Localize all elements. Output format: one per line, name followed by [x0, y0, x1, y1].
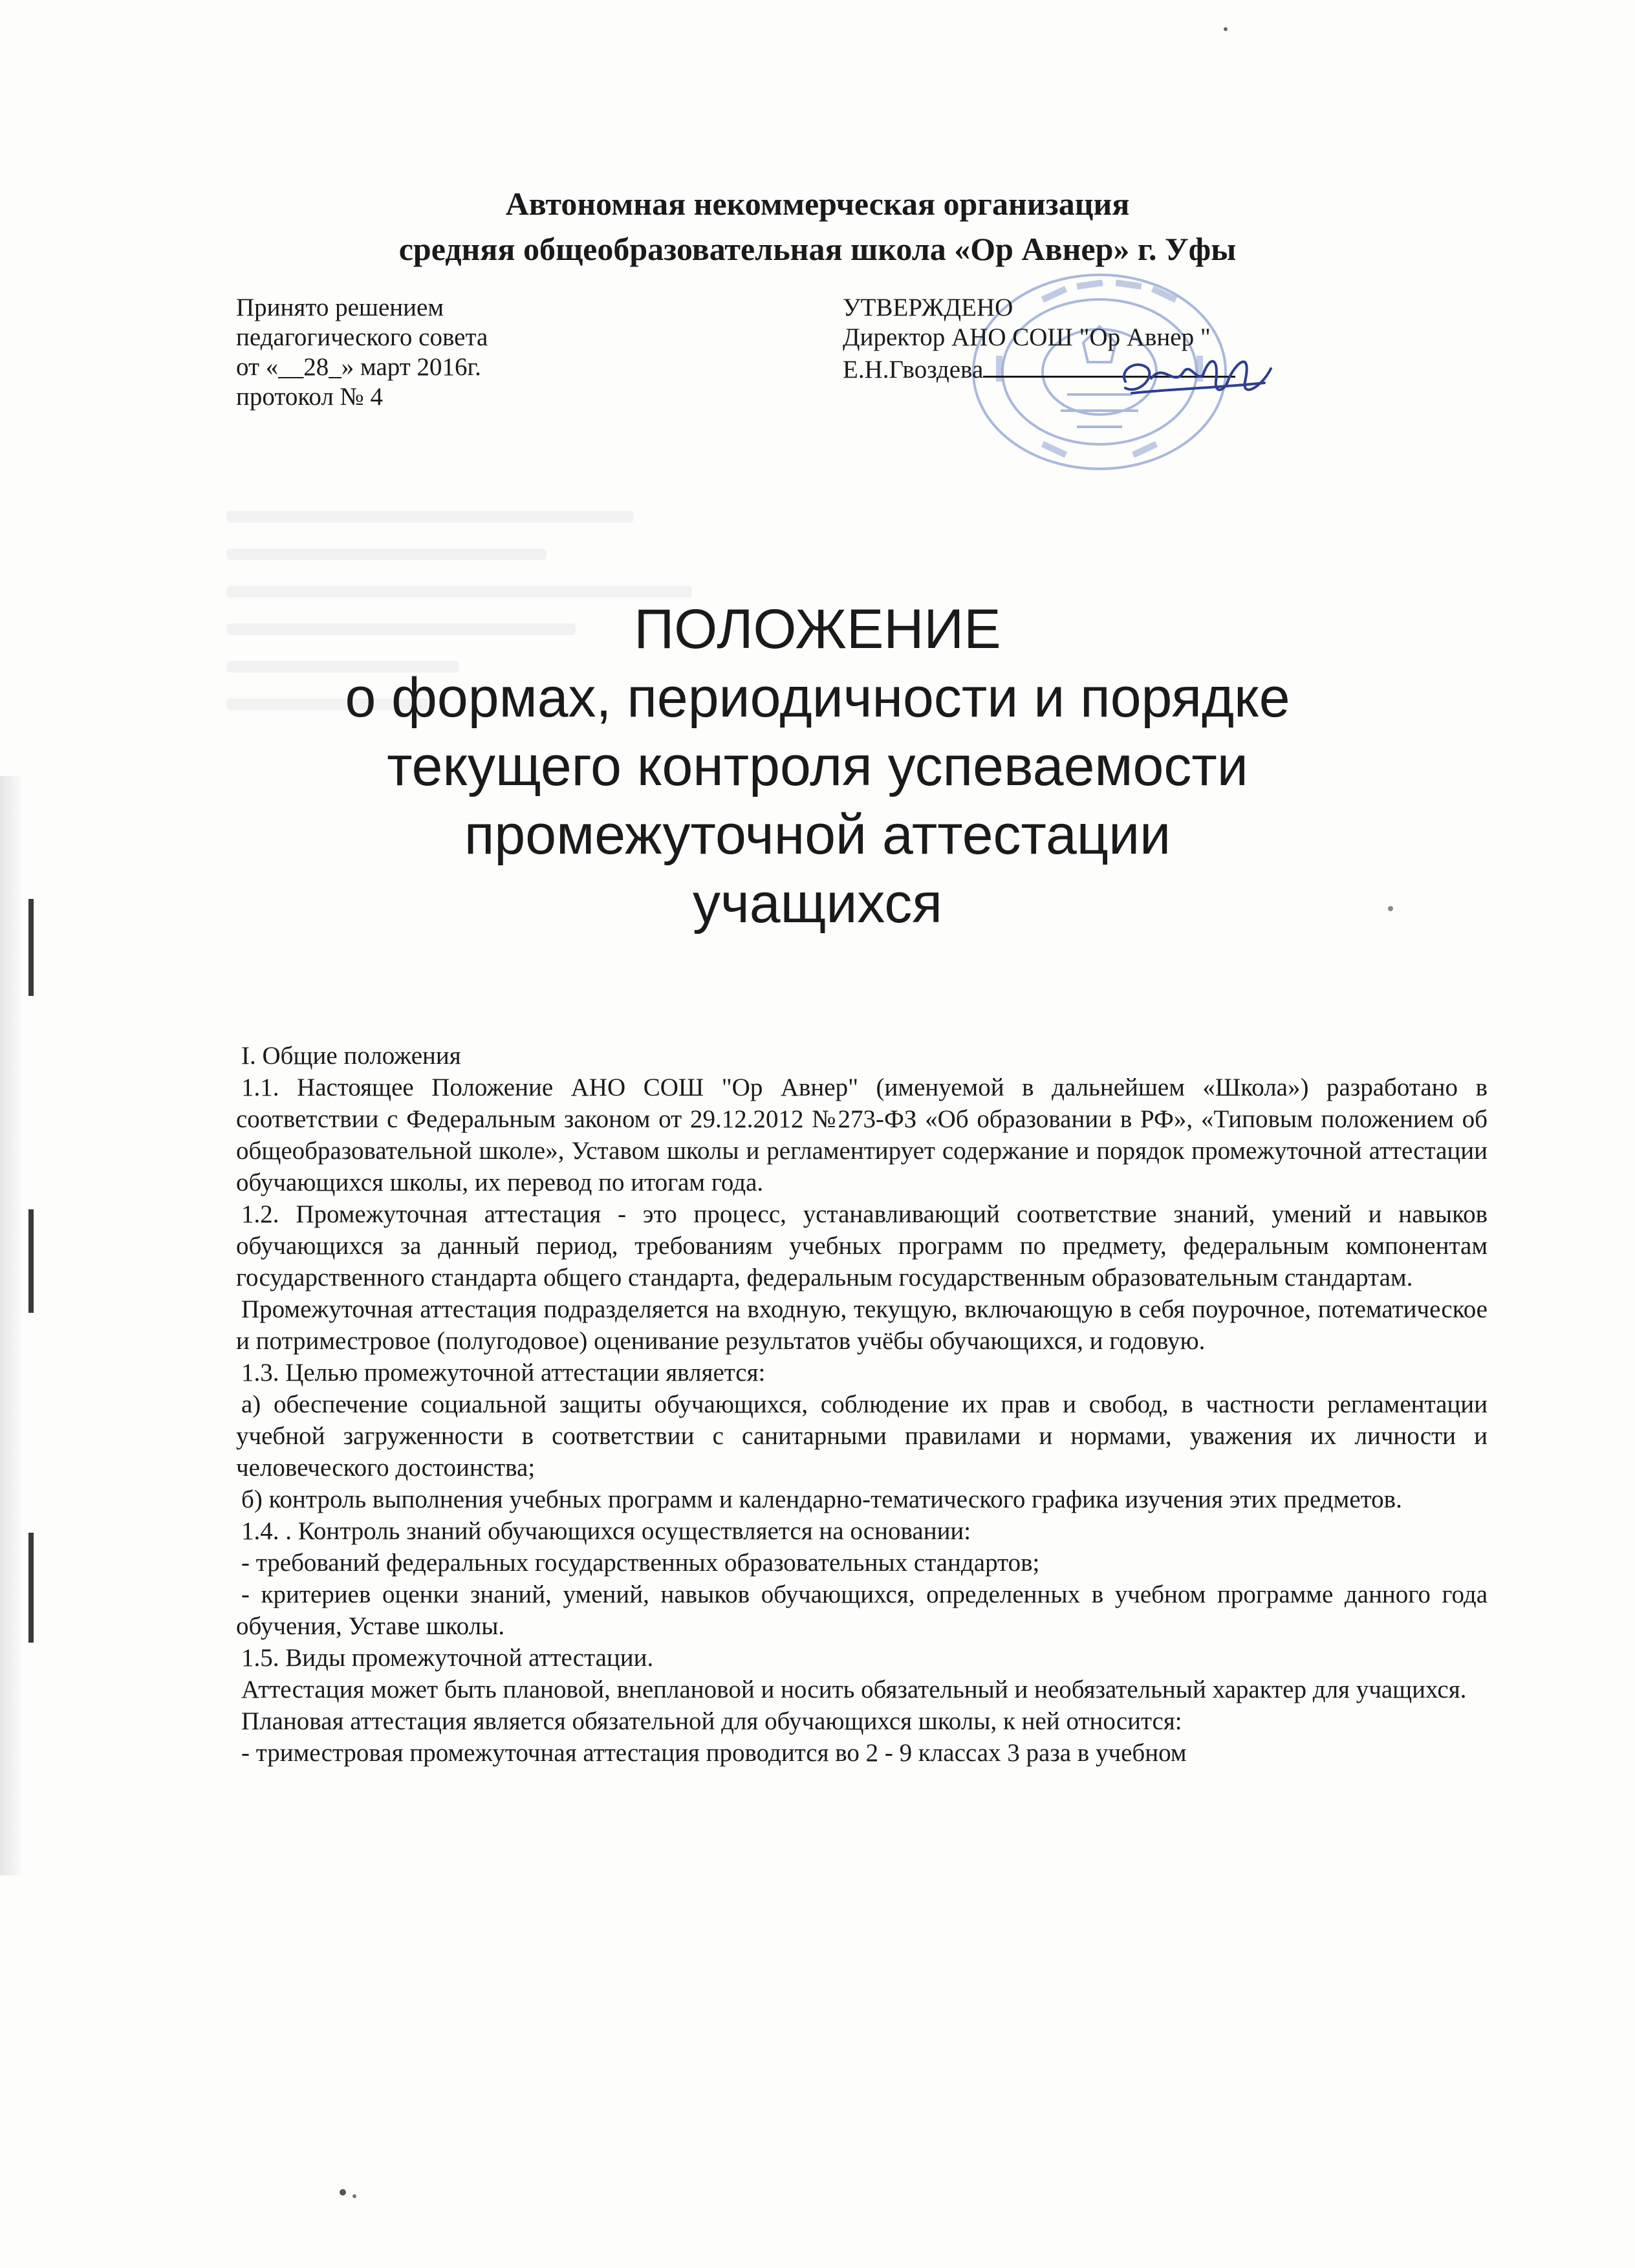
body-paragraph: 1.5. Виды промежуточной аттестации. [241, 1644, 654, 1672]
body-paragraph: Аттестация может быть плановой, внеплановой и носить обязательный и необязательный характер для учащихся. [241, 1676, 1467, 1703]
body-paragraph: - критериев оценки знаний, умений, навыков обучающихся, определенных в учебном программе данного года обучения, Уставе школы. [236, 1581, 1488, 1640]
body-paragraph: 1.3. Целью промежуточной аттестации является: [241, 1359, 766, 1387]
organization-line-1: Автономная некоммерческая организация [505, 186, 1130, 222]
document-title-line-5: учащихся [692, 872, 943, 934]
document-title-line-1: ПОЛОЖЕНИЕ [634, 598, 1001, 660]
body-paragraph: 1.2. Промежуточная аттестация - это процесс, устанавливающий соответствие знаний, умений и навыков обучающихся за данный период, требованиям учебных программ по предмету, федеральным компонентам государственного стандарта общего стандарта, федеральным государственным образовательным стандартам. [236, 1200, 1488, 1291]
director-approval-line-1: УТВЕРЖДЕНО [843, 294, 1013, 321]
body-paragraph: а) обеспечение социальной защиты обучающихся, соблюдение их прав и свобод, в частности регламентации учебной загруженности в соответствии с санитарными правилами и нормами, уважения их личности и человеческого достоинства; [236, 1390, 1488, 1482]
document-title-line-4: промежуточной аттестации [464, 804, 1171, 866]
document-title-line-3: текущего контроля успеваемости [387, 735, 1248, 797]
body-paragraph: Промежуточная аттестация подразделяется на входную, текущую, включающую в себя поурочное, потематическое и потриместровое (полугодовое) оценивание результатов учёбы обучающихся, и годовую. [236, 1295, 1488, 1355]
body-paragraph: б) контроль выполнения учебных программ и календарно-тематического графика изучения этих предметов. [241, 1485, 1402, 1513]
document-title-line-2: о формах, периодичности и порядке [345, 667, 1290, 729]
body-paragraph: 1.1. Настоящее Положение АНО СОШ "Ор Авнер" (именуемой в дальнейшем «Школа») разработано в соответствии с Федеральным законом от 29.12.2012 №273-ФЗ «Об образовании в РФ», «Типовым положением об общеобразовательной школе», Уставом школы и регламентирует содержание и порядок промежуточной аттестации обучающихся школы, их перевод по итогам года. [236, 1074, 1488, 1196]
body-paragraph: - триместровая промежуточная аттестация проводится во 2 - 9 классах 3 раза в учебном [241, 1739, 1187, 1767]
council-approval-line-3: от «__28_» март 2016г. [236, 353, 481, 381]
director-approval-line-2: Директор АНО СОШ "Ор Авнер " [843, 323, 1211, 351]
organization-line-2: средняя общеобразовательная школа «Ор Авнер» г. Уфы [398, 231, 1237, 267]
council-approval-line-1: Принято решением [236, 294, 444, 321]
body-paragraph: Плановая аттестация является обязательной для обучающихся школы, к ней относится: [241, 1707, 1182, 1735]
section-heading: I. Общие положения [241, 1042, 461, 1070]
body-paragraph: 1.4. . Контроль знаний обучающихся осуществляется на основании: [241, 1517, 971, 1545]
body-paragraph: - требований федеральных государственных образовательных стандартов; [241, 1549, 1040, 1577]
director-name: Е.Н.Гвоздева [843, 356, 984, 383]
council-approval-line-4: протокол № 4 [236, 383, 384, 411]
council-approval-line-2: педагогического совета [236, 323, 488, 351]
